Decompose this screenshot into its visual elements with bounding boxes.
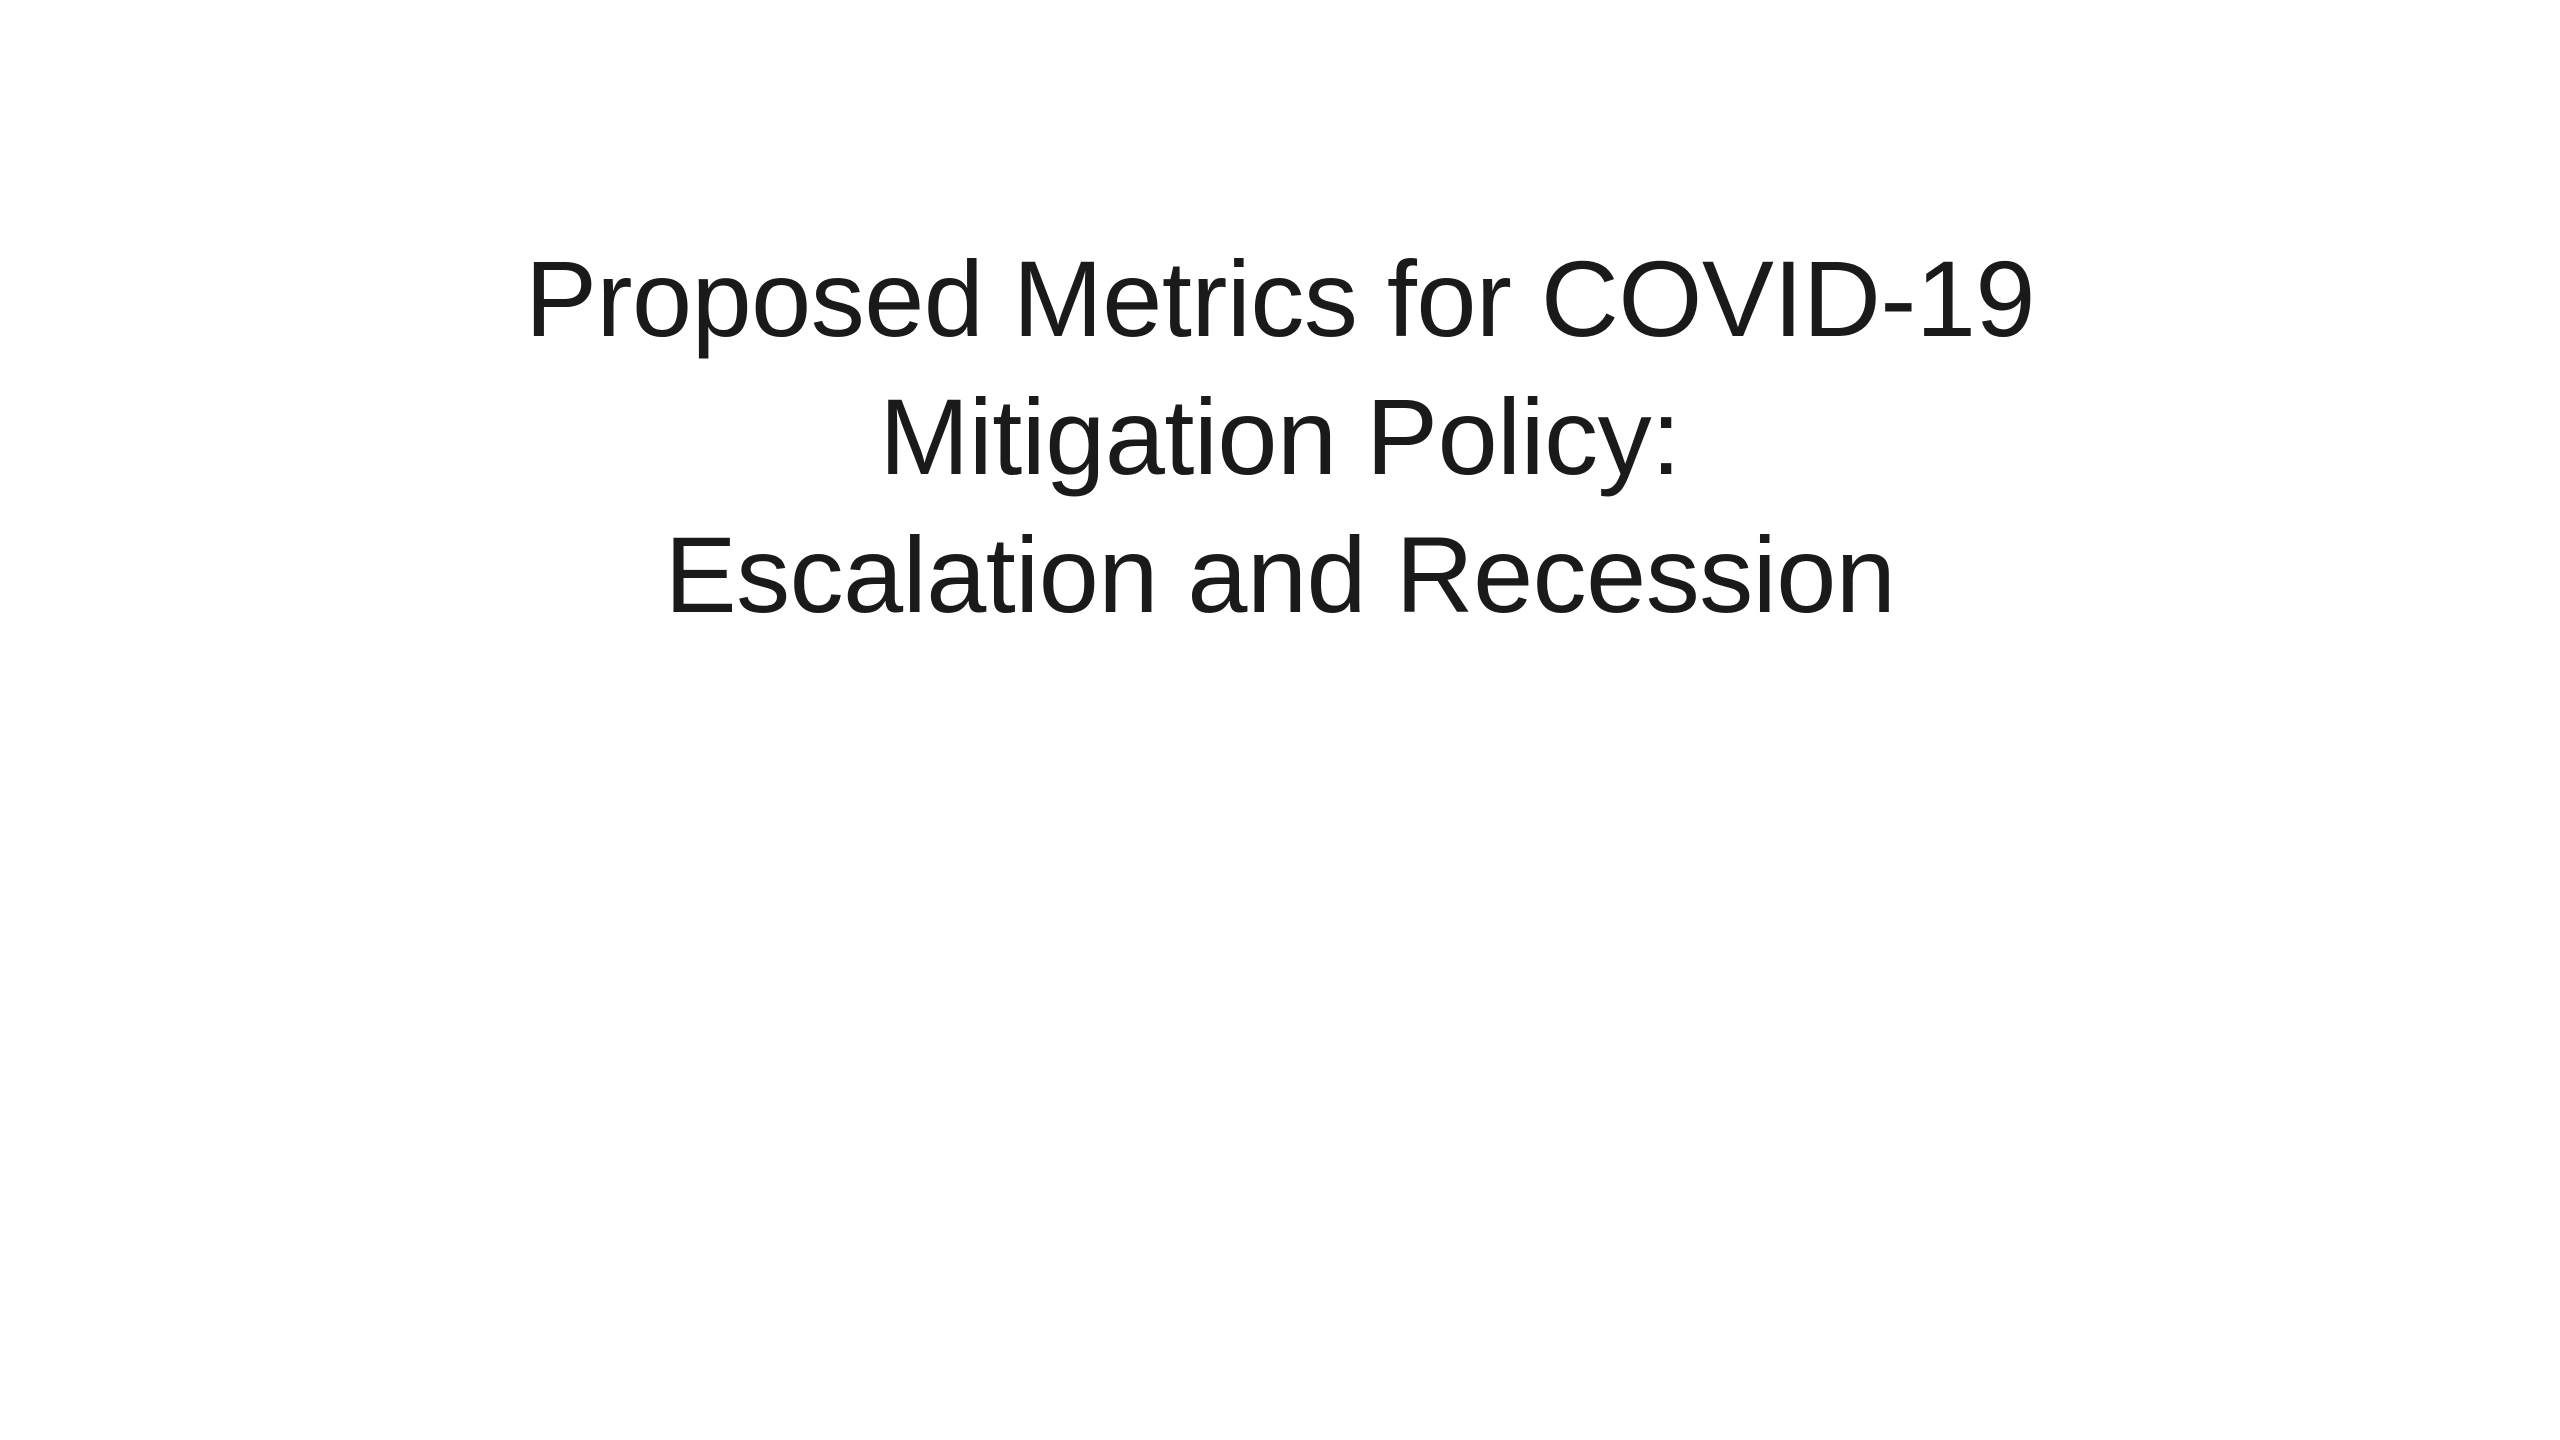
slide-title: [320, 230, 2240, 645]
title-line-3: Escalation and Recession: [664, 514, 1896, 636]
title-line-2: Mitigation Policy:: [879, 376, 1681, 498]
title-line-1: Proposed Metrics for COVID-19: [525, 238, 2035, 359]
